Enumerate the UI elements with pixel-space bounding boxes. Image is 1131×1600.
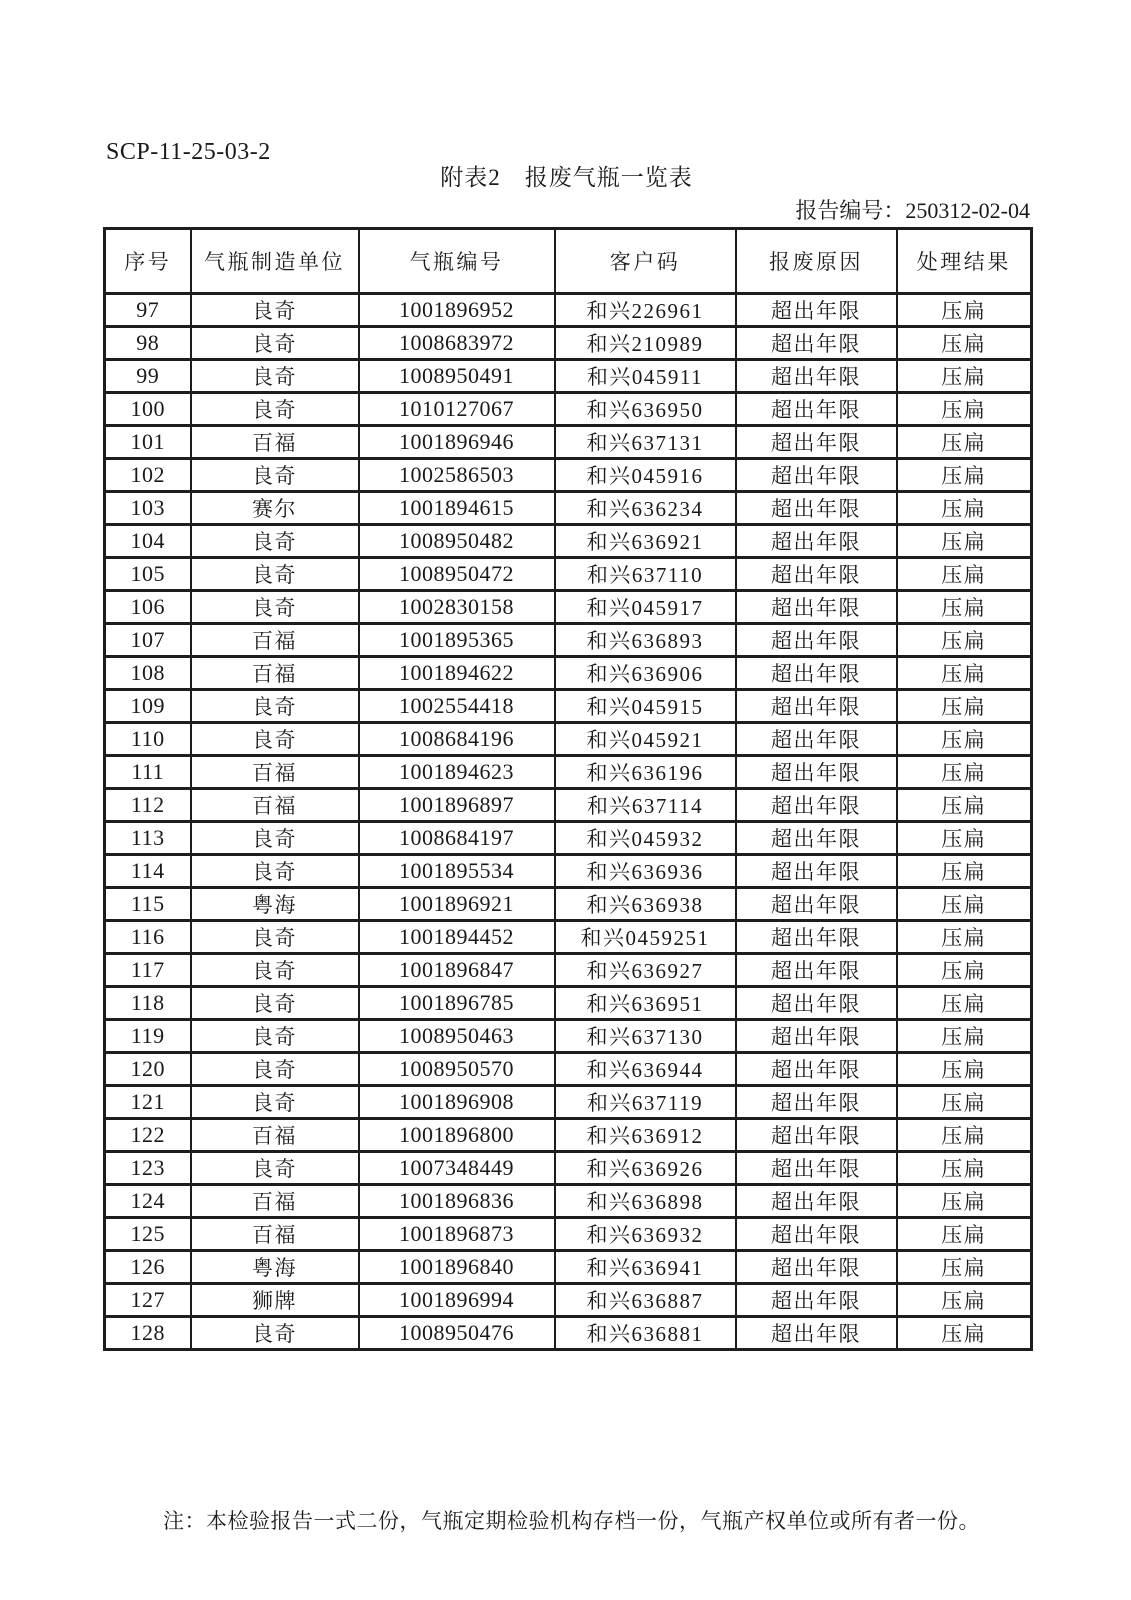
cell-cylinder-no: 1001894452 — [359, 921, 555, 954]
cell-cylinder-no: 1002586503 — [359, 459, 555, 492]
cell-customer-code: 和兴636927 — [555, 954, 736, 987]
table-row — [105, 1218, 1032, 1251]
cell-manufacturer: 良奇 — [191, 459, 359, 492]
cell-scrap-reason: 超出年限 — [736, 1284, 897, 1317]
cell-result: 压扁 — [897, 954, 1032, 987]
cell-serial: 102 — [105, 459, 191, 492]
cell-result: 压扁 — [897, 690, 1032, 723]
table-row — [105, 690, 1032, 723]
cell-scrap-reason: 超出年限 — [736, 888, 897, 921]
cell-serial: 98 — [105, 327, 191, 360]
cell-customer-code: 和兴226961 — [555, 294, 736, 327]
cell-scrap-reason: 超出年限 — [736, 327, 897, 360]
cell-result: 压扁 — [897, 1086, 1032, 1119]
cell-result: 压扁 — [897, 1251, 1032, 1284]
table-row — [105, 360, 1032, 393]
cell-serial: 107 — [105, 624, 191, 657]
cell-serial: 124 — [105, 1185, 191, 1218]
cell-scrap-reason: 超出年限 — [736, 954, 897, 987]
cell-customer-code: 和兴637131 — [555, 426, 736, 459]
cell-cylinder-no: 1008684197 — [359, 822, 555, 855]
cell-cylinder-no: 1001896785 — [359, 987, 555, 1020]
column-header-cylinder-no: 气瓶编号 — [359, 229, 555, 294]
cell-cylinder-no: 1010127067 — [359, 393, 555, 426]
cell-cylinder-no: 1001896836 — [359, 1185, 555, 1218]
cell-serial: 115 — [105, 888, 191, 921]
cell-customer-code: 和兴636196 — [555, 756, 736, 789]
cell-scrap-reason: 超出年限 — [736, 459, 897, 492]
table-row — [105, 1086, 1032, 1119]
scrapped-cylinders-table — [103, 227, 1033, 1351]
cell-manufacturer: 良奇 — [191, 987, 359, 1020]
cell-customer-code: 和兴636926 — [555, 1152, 736, 1185]
cell-cylinder-no: 1001894623 — [359, 756, 555, 789]
cell-result: 压扁 — [897, 822, 1032, 855]
column-header-manufacturer: 气瓶制造单位 — [191, 229, 359, 294]
cell-scrap-reason: 超出年限 — [736, 756, 897, 789]
cell-serial: 111 — [105, 756, 191, 789]
cell-scrap-reason: 超出年限 — [736, 294, 897, 327]
cell-cylinder-no: 1001896873 — [359, 1218, 555, 1251]
cell-result: 压扁 — [897, 1053, 1032, 1086]
cell-scrap-reason: 超出年限 — [736, 1119, 897, 1152]
cell-customer-code: 和兴636898 — [555, 1185, 736, 1218]
cell-scrap-reason: 超出年限 — [736, 1185, 897, 1218]
cell-manufacturer: 良奇 — [191, 525, 359, 558]
cell-manufacturer: 百福 — [191, 1218, 359, 1251]
cell-manufacturer: 百福 — [191, 426, 359, 459]
cell-serial: 103 — [105, 492, 191, 525]
cell-result: 压扁 — [897, 525, 1032, 558]
cell-result: 压扁 — [897, 624, 1032, 657]
table-row — [105, 1317, 1032, 1350]
cell-serial: 108 — [105, 657, 191, 690]
cell-serial: 127 — [105, 1284, 191, 1317]
table-row — [105, 855, 1032, 888]
table-row — [105, 393, 1032, 426]
cell-cylinder-no: 1002554418 — [359, 690, 555, 723]
table-row — [105, 459, 1032, 492]
table-row — [105, 591, 1032, 624]
cell-manufacturer: 良奇 — [191, 1152, 359, 1185]
cell-result: 压扁 — [897, 492, 1032, 525]
cell-customer-code: 和兴045932 — [555, 822, 736, 855]
cell-customer-code: 和兴636921 — [555, 525, 736, 558]
cell-manufacturer: 赛尔 — [191, 492, 359, 525]
cell-manufacturer: 良奇 — [191, 1086, 359, 1119]
cell-manufacturer: 良奇 — [191, 1317, 359, 1350]
cell-cylinder-no: 1001894622 — [359, 657, 555, 690]
cell-manufacturer: 良奇 — [191, 591, 359, 624]
cell-manufacturer: 良奇 — [191, 327, 359, 360]
cell-result: 压扁 — [897, 327, 1032, 360]
cell-scrap-reason: 超出年限 — [736, 723, 897, 756]
cell-customer-code: 和兴636944 — [555, 1053, 736, 1086]
table-header-row — [105, 229, 1032, 294]
cell-customer-code: 和兴637130 — [555, 1020, 736, 1053]
cell-manufacturer: 良奇 — [191, 1020, 359, 1053]
cell-cylinder-no: 1001896840 — [359, 1251, 555, 1284]
table-row — [105, 921, 1032, 954]
cell-serial: 118 — [105, 987, 191, 1020]
footer-note: 注：本检验报告一式二份，气瓶定期检验机构存档一份，气瓶产权单位或所有者一份。 — [163, 1509, 980, 1533]
cell-cylinder-no: 1002830158 — [359, 591, 555, 624]
table-row — [105, 1053, 1032, 1086]
cell-manufacturer: 良奇 — [191, 954, 359, 987]
cell-result: 压扁 — [897, 657, 1032, 690]
cell-cylinder-no: 1008950476 — [359, 1317, 555, 1350]
cell-customer-code: 和兴636234 — [555, 492, 736, 525]
cell-manufacturer: 良奇 — [191, 921, 359, 954]
column-header-result: 处理结果 — [897, 229, 1032, 294]
cell-customer-code: 和兴636881 — [555, 1317, 736, 1350]
cell-scrap-reason: 超出年限 — [736, 624, 897, 657]
cell-customer-code: 和兴636950 — [555, 393, 736, 426]
cell-serial: 105 — [105, 558, 191, 591]
cell-customer-code: 和兴210989 — [555, 327, 736, 360]
cell-manufacturer: 良奇 — [191, 360, 359, 393]
table-row — [105, 1251, 1032, 1284]
cell-result: 压扁 — [897, 1317, 1032, 1350]
cell-customer-code: 和兴636906 — [555, 657, 736, 690]
table-row — [105, 987, 1032, 1020]
cell-customer-code: 和兴636941 — [555, 1251, 736, 1284]
cell-scrap-reason: 超出年限 — [736, 690, 897, 723]
cell-result: 压扁 — [897, 1119, 1032, 1152]
cell-scrap-reason: 超出年限 — [736, 492, 897, 525]
cell-result: 压扁 — [897, 294, 1032, 327]
cell-serial: 119 — [105, 1020, 191, 1053]
cell-cylinder-no: 1001895365 — [359, 624, 555, 657]
table-row — [105, 1185, 1032, 1218]
cell-serial: 122 — [105, 1119, 191, 1152]
cell-cylinder-no: 1001896847 — [359, 954, 555, 987]
cell-result: 压扁 — [897, 1218, 1032, 1251]
table-row — [105, 1020, 1032, 1053]
cell-serial: 114 — [105, 855, 191, 888]
cell-manufacturer: 良奇 — [191, 294, 359, 327]
table-row — [105, 657, 1032, 690]
report-number-value: 250312-02-04 — [905, 198, 1030, 223]
cell-customer-code: 和兴637119 — [555, 1086, 736, 1119]
cell-serial: 106 — [105, 591, 191, 624]
cell-cylinder-no: 1007348449 — [359, 1152, 555, 1185]
cell-scrap-reason: 超出年限 — [736, 987, 897, 1020]
cell-scrap-reason: 超出年限 — [736, 789, 897, 822]
column-header-scrap-reason: 报废原因 — [736, 229, 897, 294]
table-row — [105, 789, 1032, 822]
cell-customer-code: 和兴636887 — [555, 1284, 736, 1317]
cell-manufacturer: 良奇 — [191, 1053, 359, 1086]
cell-serial: 117 — [105, 954, 191, 987]
cell-customer-code: 和兴045917 — [555, 591, 736, 624]
cell-result: 压扁 — [897, 888, 1032, 921]
cell-cylinder-no: 1001896952 — [359, 294, 555, 327]
column-header-serial: 序号 — [105, 229, 191, 294]
cell-result: 压扁 — [897, 426, 1032, 459]
cell-serial: 112 — [105, 789, 191, 822]
cell-scrap-reason: 超出年限 — [736, 1218, 897, 1251]
cell-cylinder-no: 1001896908 — [359, 1086, 555, 1119]
cell-manufacturer: 良奇 — [191, 393, 359, 426]
cell-scrap-reason: 超出年限 — [736, 1152, 897, 1185]
cell-manufacturer: 百福 — [191, 1119, 359, 1152]
cell-result: 压扁 — [897, 1152, 1032, 1185]
cell-result: 压扁 — [897, 1185, 1032, 1218]
cell-scrap-reason: 超出年限 — [736, 525, 897, 558]
cell-customer-code: 和兴637114 — [555, 789, 736, 822]
table-row — [105, 723, 1032, 756]
cell-result: 压扁 — [897, 558, 1032, 591]
cell-result: 压扁 — [897, 1284, 1032, 1317]
column-header-customer-code: 客户码 — [555, 229, 736, 294]
cell-scrap-reason: 超出年限 — [736, 1020, 897, 1053]
cell-result: 压扁 — [897, 789, 1032, 822]
table-row — [105, 327, 1032, 360]
cell-cylinder-no: 1001896946 — [359, 426, 555, 459]
report-number-label: 报告编号： — [795, 198, 906, 223]
cell-cylinder-no: 1001894615 — [359, 492, 555, 525]
cell-result: 压扁 — [897, 360, 1032, 393]
cell-scrap-reason: 超出年限 — [736, 360, 897, 393]
report-number — [795, 194, 1030, 225]
cell-scrap-reason: 超出年限 — [736, 921, 897, 954]
table-row — [105, 624, 1032, 657]
cell-cylinder-no: 1008950463 — [359, 1020, 555, 1053]
cell-customer-code: 和兴636932 — [555, 1218, 736, 1251]
cell-customer-code: 和兴637110 — [555, 558, 736, 591]
table-row — [105, 1284, 1032, 1317]
table-row — [105, 426, 1032, 459]
table-row — [105, 558, 1032, 591]
cell-cylinder-no: 1001896897 — [359, 789, 555, 822]
cell-result: 压扁 — [897, 756, 1032, 789]
cell-customer-code: 和兴636951 — [555, 987, 736, 1020]
cell-scrap-reason: 超出年限 — [736, 1086, 897, 1119]
cell-result: 压扁 — [897, 1020, 1032, 1053]
cell-manufacturer: 百福 — [191, 624, 359, 657]
cell-cylinder-no: 1008684196 — [359, 723, 555, 756]
cell-result: 压扁 — [897, 393, 1032, 426]
table-row — [105, 1119, 1032, 1152]
cell-serial: 97 — [105, 294, 191, 327]
cell-manufacturer: 百福 — [191, 657, 359, 690]
cell-result: 压扁 — [897, 921, 1032, 954]
table-body — [105, 294, 1032, 1350]
cell-scrap-reason: 超出年限 — [736, 1317, 897, 1350]
cell-result: 压扁 — [897, 855, 1032, 888]
cell-scrap-reason: 超出年限 — [736, 558, 897, 591]
cell-customer-code: 和兴0459251 — [555, 921, 736, 954]
cell-serial: 116 — [105, 921, 191, 954]
cell-cylinder-no: 1008950491 — [359, 360, 555, 393]
table-row — [105, 822, 1032, 855]
cell-customer-code: 和兴636938 — [555, 888, 736, 921]
cell-serial: 125 — [105, 1218, 191, 1251]
cell-manufacturer: 良奇 — [191, 855, 359, 888]
table-row — [105, 1152, 1032, 1185]
cell-customer-code: 和兴045915 — [555, 690, 736, 723]
cell-scrap-reason: 超出年限 — [736, 1053, 897, 1086]
cell-scrap-reason: 超出年限 — [736, 591, 897, 624]
cell-manufacturer: 良奇 — [191, 723, 359, 756]
cell-customer-code: 和兴045921 — [555, 723, 736, 756]
cell-manufacturer: 粤海 — [191, 1251, 359, 1284]
cell-manufacturer: 百福 — [191, 789, 359, 822]
cell-customer-code: 和兴045916 — [555, 459, 736, 492]
cell-serial: 113 — [105, 822, 191, 855]
table-row — [105, 954, 1032, 987]
cell-serial: 126 — [105, 1251, 191, 1284]
doc-code: SCP-11-25-03-2 — [106, 139, 271, 165]
cell-customer-code: 和兴636893 — [555, 624, 736, 657]
cell-manufacturer: 百福 — [191, 1185, 359, 1218]
cell-serial: 99 — [105, 360, 191, 393]
cell-serial: 121 — [105, 1086, 191, 1119]
cell-cylinder-no: 1008950472 — [359, 558, 555, 591]
cell-cylinder-no: 1001896921 — [359, 888, 555, 921]
cell-cylinder-no: 1001895534 — [359, 855, 555, 888]
table-header — [105, 229, 1032, 294]
table-row — [105, 756, 1032, 789]
cell-customer-code: 和兴636912 — [555, 1119, 736, 1152]
cell-customer-code: 和兴045911 — [555, 360, 736, 393]
cell-manufacturer: 百福 — [191, 756, 359, 789]
cell-cylinder-no: 1001896994 — [359, 1284, 555, 1317]
cell-manufacturer: 良奇 — [191, 558, 359, 591]
cell-serial: 128 — [105, 1317, 191, 1350]
cell-result: 压扁 — [897, 591, 1032, 624]
cell-serial: 109 — [105, 690, 191, 723]
table-row — [105, 492, 1032, 525]
cell-scrap-reason: 超出年限 — [736, 393, 897, 426]
cell-manufacturer: 粤海 — [191, 888, 359, 921]
cell-serial: 110 — [105, 723, 191, 756]
cell-scrap-reason: 超出年限 — [736, 426, 897, 459]
cell-serial: 101 — [105, 426, 191, 459]
table-row — [105, 888, 1032, 921]
cell-cylinder-no: 1001896800 — [359, 1119, 555, 1152]
cell-serial: 123 — [105, 1152, 191, 1185]
table-row — [105, 525, 1032, 558]
cell-manufacturer: 良奇 — [191, 822, 359, 855]
cell-manufacturer: 良奇 — [191, 690, 359, 723]
cell-scrap-reason: 超出年限 — [736, 822, 897, 855]
cell-scrap-reason: 超出年限 — [736, 1251, 897, 1284]
cell-result: 压扁 — [897, 987, 1032, 1020]
cell-scrap-reason: 超出年限 — [736, 657, 897, 690]
table-title: 附表2 报废气瓶一览表 — [440, 165, 693, 190]
cell-scrap-reason: 超出年限 — [736, 855, 897, 888]
table-row — [105, 294, 1032, 327]
cell-customer-code: 和兴636936 — [555, 855, 736, 888]
cell-serial: 104 — [105, 525, 191, 558]
cell-cylinder-no: 1008683972 — [359, 327, 555, 360]
cell-manufacturer: 狮牌 — [191, 1284, 359, 1317]
cell-cylinder-no: 1008950482 — [359, 525, 555, 558]
cell-serial: 100 — [105, 393, 191, 426]
cell-serial: 120 — [105, 1053, 191, 1086]
cell-result: 压扁 — [897, 723, 1032, 756]
cell-cylinder-no: 1008950570 — [359, 1053, 555, 1086]
cell-result: 压扁 — [897, 459, 1032, 492]
